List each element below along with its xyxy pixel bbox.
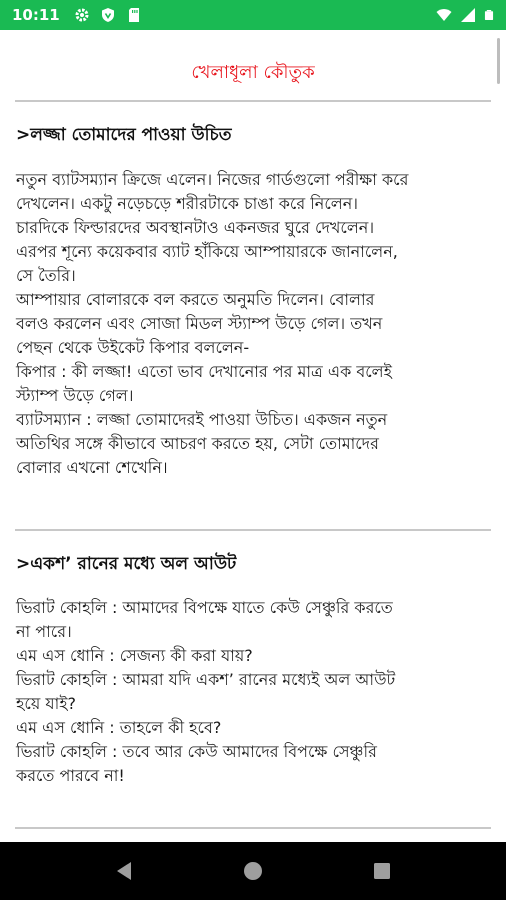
joke-line: কিপার : কী লজ্জা! এতো ভাব দেখানোর পর মাত্র এক বলেই xyxy=(16,362,392,381)
joke-line: সে তৈরি। xyxy=(16,266,76,285)
joke-line: এম এস ধোনি : তাহলে কী হবে? xyxy=(16,718,222,737)
back-button[interactable] xyxy=(112,859,136,883)
status-icons-right xyxy=(436,7,494,23)
divider xyxy=(15,529,491,531)
wifi-icon xyxy=(436,7,452,23)
divider xyxy=(15,827,491,829)
joke-line: বোলার এখনো শেখেনি। xyxy=(16,458,168,477)
joke-line: চারদিকে ফিল্ডারদের অবস্থানটাও একনজর ঘুরে দেখলেন। xyxy=(16,218,375,237)
sd-card-icon xyxy=(126,7,142,23)
joke-line: করতে পারবে না! xyxy=(16,766,125,785)
back-icon xyxy=(115,861,133,881)
joke-line: এরপর শূন্যে কয়েকবার ব্যাট হাঁকিয়ে আম্পায়ারকে জানালেন, xyxy=(16,242,398,261)
joke-line: ভিরাট কোহলি : তবে আর কেউ আমাদের বিপক্ষে সেঞ্চুরি xyxy=(16,742,377,761)
joke-body xyxy=(16,596,486,788)
joke-body xyxy=(16,168,486,480)
joke-line: ভিরাট কোহলি : আমাদের বিপক্ষে যাতে কেউ সেঞ্চুরি করতে xyxy=(16,598,393,617)
recents-button[interactable] xyxy=(370,859,394,883)
shield-icon xyxy=(100,7,116,23)
battery-icon xyxy=(484,7,494,23)
joke-title[interactable]: >লজ্জা তোমাদের পাওয়া উচিত xyxy=(16,125,232,145)
navigation-bar xyxy=(0,842,506,900)
joke-line: স্ট্যাম্প উড়ে গেল। xyxy=(16,386,134,405)
signal-icon xyxy=(460,7,476,23)
joke-line: বলও করলেন এবং সোজা মিডল স্ট্যাম্প উড়ে গেল। তখন xyxy=(16,314,383,333)
joke-line: হয়ে যাই? xyxy=(16,694,77,713)
joke-line: এম এস ধোনি : সেজন্য কী করা যায়? xyxy=(16,646,253,665)
status-icons-left xyxy=(74,7,142,23)
status-bar xyxy=(0,0,506,30)
joke-title[interactable]: >একশ’ রানের মধ্যে অল আউট xyxy=(16,554,237,574)
joke-list[interactable] xyxy=(0,30,506,842)
settings-icon xyxy=(74,7,90,23)
status-time: 10:11 xyxy=(12,6,60,24)
home-button[interactable] xyxy=(241,859,265,883)
page-title: খেলাধূলা কৌতুক xyxy=(191,62,315,83)
home-icon xyxy=(243,861,263,881)
joke-line: দেখলেন। একটু নড়েচড়ে শরীরটাকে চাঙা করে নিলেন। xyxy=(16,194,358,213)
joke-line: পেছন থেকে উইকেট কিপার বললেন- xyxy=(16,338,250,357)
joke-line: অতিথির সঙ্গে কীভাবে আচরণ করতে হয়, সেটা তোমাদের xyxy=(16,434,379,453)
joke-line: ব্যাটসম্যান : লজ্জা তোমাদেরই পাওয়া উচিত। একজন নতুন xyxy=(16,410,388,429)
joke-line: না পারে। xyxy=(16,622,72,641)
joke-line: নতুন ব্যাটসম্যান ক্রিজে এলেন। নিজের গার্ডগুলো পরীক্ষা করে xyxy=(16,170,409,189)
joke-line: ভিরাট কোহলি : আমরা যদি একশ’ রানের মধ্যেই অল আউট xyxy=(16,670,396,689)
divider xyxy=(15,100,491,102)
joke-line: আম্পায়ার বোলারকে বল করতে অনুমতি দিলেন। বোলার xyxy=(16,290,375,309)
recents-icon xyxy=(373,862,391,880)
